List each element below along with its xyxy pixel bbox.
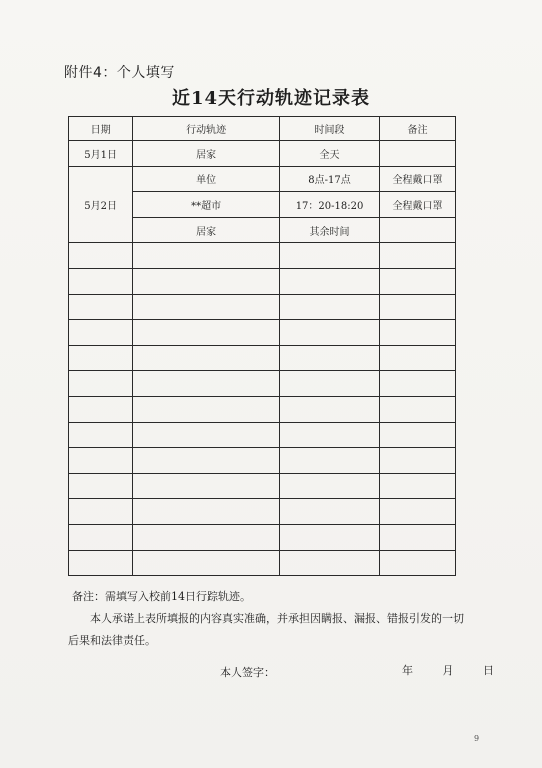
cell-note	[379, 141, 455, 167]
cell-empty	[379, 524, 455, 550]
cell-activity: 单位	[133, 166, 280, 192]
cell-empty	[280, 345, 380, 371]
table-row-empty	[69, 396, 456, 422]
table-row-empty	[69, 499, 456, 525]
cell-empty	[69, 499, 133, 525]
cell-empty	[379, 371, 455, 397]
cell-activity: 居家	[133, 141, 280, 167]
cell-date: 5月1日	[69, 141, 133, 167]
cell-empty	[280, 371, 380, 397]
cell-empty	[133, 396, 280, 422]
day-label: 日	[483, 664, 494, 677]
page-title: 近14天行动轨迹记录表	[171, 88, 371, 109]
cell-empty	[69, 550, 133, 576]
year-label: 年	[402, 664, 413, 677]
cell-empty	[133, 320, 280, 346]
cell-empty	[379, 422, 455, 448]
cell-empty	[69, 294, 133, 320]
cell-empty	[379, 345, 455, 371]
cell-empty	[133, 448, 280, 474]
cell-empty	[379, 268, 455, 294]
cell-empty	[133, 422, 280, 448]
cell-empty	[69, 243, 133, 269]
cell-empty	[379, 320, 455, 346]
cell-note	[379, 217, 455, 243]
cell-empty	[379, 396, 455, 422]
trace-table	[68, 116, 456, 576]
cell-empty	[379, 550, 455, 576]
table-row-empty	[69, 524, 456, 550]
page-number: 9	[474, 734, 480, 743]
table-row-empty	[69, 345, 456, 371]
cell-empty	[280, 294, 380, 320]
table-row-empty	[69, 550, 456, 576]
table-row	[69, 141, 456, 167]
table-row-empty	[69, 320, 456, 346]
cell-empty	[280, 396, 380, 422]
cell-empty	[69, 524, 133, 550]
cell-empty	[280, 422, 380, 448]
cell-activity: **超市	[133, 192, 280, 218]
attachment-label: 附件4：个人填写	[64, 65, 175, 81]
table-row-empty	[69, 268, 456, 294]
cell-empty	[280, 499, 380, 525]
cell-empty	[379, 243, 455, 269]
cell-time: 8点-17点	[280, 166, 380, 192]
cell-empty	[379, 294, 455, 320]
cell-empty	[69, 371, 133, 397]
table-row-empty	[69, 422, 456, 448]
cell-empty	[69, 473, 133, 499]
cell-empty	[280, 448, 380, 474]
table-row-empty	[69, 371, 456, 397]
table-row-empty	[69, 243, 456, 269]
cell-empty	[280, 473, 380, 499]
cell-date: 5月2日	[69, 166, 133, 243]
column-header-date: 日期	[69, 117, 133, 141]
cell-empty	[280, 243, 380, 269]
cell-empty	[133, 268, 280, 294]
cell-empty	[69, 268, 133, 294]
cell-empty	[379, 499, 455, 525]
table-row-empty	[69, 448, 456, 474]
month-label: 月	[442, 664, 454, 677]
commitment-statement: 本人承诺上表所填报的内容真实准确，并承担因瞒报、漏报、错报引发的一切后果和法律责任。	[68, 612, 464, 647]
cell-empty	[379, 448, 455, 474]
cell-time: 17：20-18:20	[280, 192, 380, 218]
cell-note: 全程戴口罩	[379, 192, 455, 218]
column-header-activity: 行动轨迹	[133, 117, 280, 141]
cell-empty	[69, 448, 133, 474]
table-note: 备注：需填写入校前14日行踪轨迹。	[72, 590, 251, 603]
cell-empty	[133, 345, 280, 371]
cell-empty	[280, 268, 380, 294]
column-header-note: 备注	[379, 117, 455, 141]
cell-empty	[69, 422, 133, 448]
cell-empty	[379, 473, 455, 499]
cell-time: 全天	[280, 141, 380, 167]
cell-activity: 居家	[133, 217, 280, 243]
cell-empty	[69, 345, 133, 371]
table-row-empty	[69, 294, 456, 320]
cell-empty	[133, 473, 280, 499]
cell-empty	[280, 320, 380, 346]
signature-label: 本人签字：	[220, 666, 275, 679]
cell-empty	[280, 550, 380, 576]
cell-time: 其余时间	[280, 217, 380, 243]
cell-empty	[133, 524, 280, 550]
cell-empty	[69, 396, 133, 422]
cell-empty	[133, 371, 280, 397]
cell-note: 全程戴口罩	[379, 166, 455, 192]
signature-date	[402, 662, 520, 678]
table-row-empty	[69, 473, 456, 499]
cell-empty	[69, 320, 133, 346]
table-header-row	[69, 117, 456, 141]
table-row	[69, 166, 456, 192]
cell-empty	[133, 243, 280, 269]
cell-empty	[133, 499, 280, 525]
cell-empty	[280, 524, 380, 550]
cell-empty	[133, 294, 280, 320]
column-header-time: 时间段	[280, 117, 380, 141]
cell-empty	[133, 550, 280, 576]
